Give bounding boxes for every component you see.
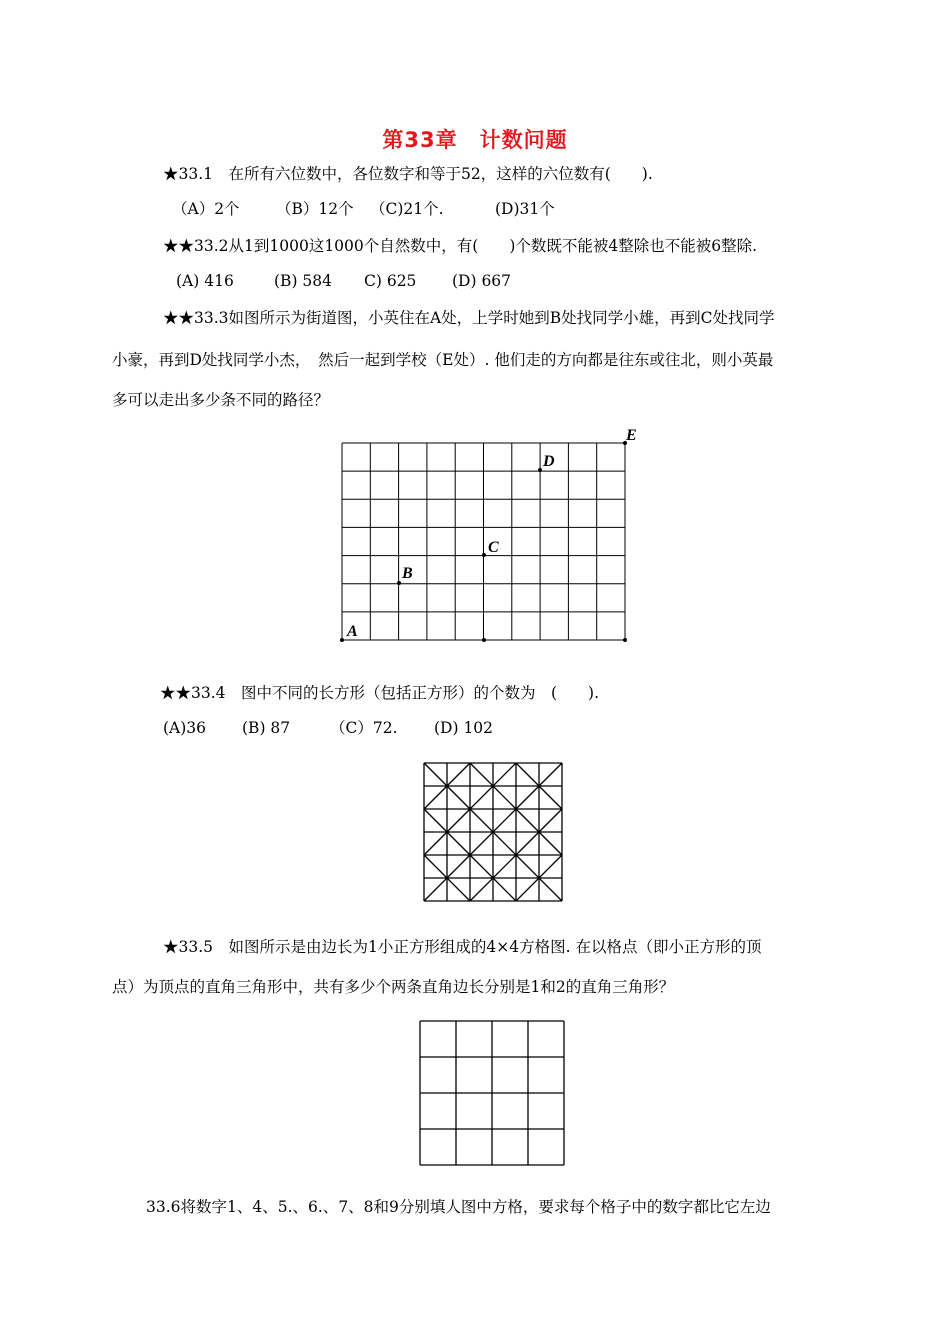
question-33-4: ★★33.4 图中不同的长方形（包括正方形）的个数为 ( ). [160, 684, 600, 702]
q4-option-b: (B) 87 [242, 719, 291, 737]
label-d: D [543, 453, 555, 470]
q1-option-c: （C)21个. [370, 200, 444, 218]
q1-option-b: （B）12个 [276, 200, 354, 218]
q1-option-a: （A）2个 [172, 200, 240, 218]
q1-option-d: (D)31个 [495, 200, 555, 218]
label-c: C [488, 539, 499, 556]
q4-option-d: (D) 102 [434, 719, 494, 737]
question-33-3-line-3: 多可以走出多少条不同的路径？ [112, 391, 330, 409]
label-b: B [402, 565, 413, 582]
label-e: E [626, 427, 637, 444]
q2-option-b: (B) 584 [274, 272, 332, 290]
q2-option-d: (D) 667 [452, 272, 512, 290]
question-33-5-line-1: ★33.5 如图所示是由边长为1小正方形组成的4×4方格图. 在以格点（即小正方形的顶 [163, 938, 762, 956]
q2-option-a: (A) 416 [176, 272, 234, 290]
q4-option-c: （C）72. [330, 719, 398, 737]
question-33-5-line-2: 点）为顶点的直角三角形中，共有多少个两条直角边长分别是1和2的直角三角形？ [112, 978, 675, 996]
q4-option-a: (A)36 [163, 719, 207, 737]
chapter-title: 第33章 计数问题 [382, 128, 568, 152]
question-33-1: ★33.1 在所有六位数中，各位数字和等于52，这样的六位数有( ). [163, 165, 653, 183]
q2-option-c: C) 625 [364, 272, 417, 290]
question-33-2: ★★33.2从1到1000这1000个自然数中，有( )个数既不能被4整除也不能被6整除. [163, 237, 758, 255]
question-33-3-line-1: ★★33.3如图所示为街道图，小英住在A处，上学时她到B处找同学小雄，再到C处找同学 [163, 309, 775, 327]
question-33-6: 33.6将数字1、4、5.、6.、7、8和9分别填人图中方格，要求每个格子中的数字都比它左边 [146, 1198, 771, 1216]
label-a: A [347, 623, 358, 640]
question-33-3-line-2: 小豪，再到D处找同学小杰， 然后一起到学校（E处）. 他们走的方向都是往东或往北，则小英最 [112, 351, 774, 369]
